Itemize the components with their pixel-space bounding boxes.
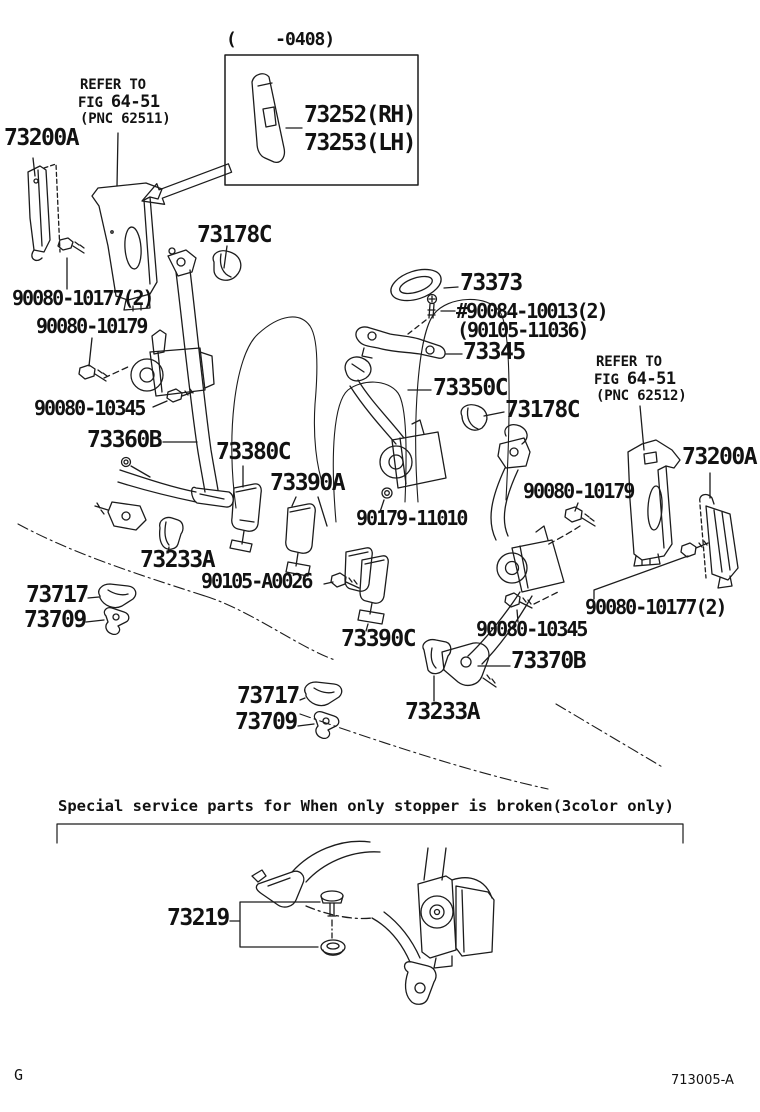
part-number-73200a-right: 73200A [682, 444, 757, 470]
inset-date-range: ( -0408) [226, 29, 335, 50]
part-number-73253-lh: 73253(LH) [304, 130, 416, 156]
fig-number: 64-51 [626, 369, 676, 389]
footer-page-letter: G [14, 1066, 24, 1084]
part-number-90080-10177-right: 90080-10177(2) [585, 595, 726, 619]
part-number-73380c: 73380C [216, 439, 291, 465]
part-number-90080-10177-left: 90080-10177(2) [12, 286, 153, 310]
front-clips-drawing [86, 517, 183, 634]
part-number-90105-11036: (90105-11036) [457, 318, 588, 342]
footer-figure-code: 713005-A [671, 1073, 734, 1088]
special-service-note: Special service parts for When only stopper is broken(3color only) [58, 797, 674, 815]
part-number-90084-10013: #90084-10013(2) [456, 299, 607, 323]
rear-clips-drawing [298, 682, 342, 738]
right-pillar-garnish-drawing [628, 406, 680, 566]
left-73200a-bracket-drawing [28, 158, 84, 289]
fig-word: FIG [594, 372, 627, 388]
part-number-73345: 73345 [463, 339, 525, 365]
right-bolts-drawing [505, 503, 595, 622]
fig-word: FIG [78, 95, 111, 111]
part-number-90080-10345-right: 90080-10345 [476, 617, 587, 641]
part-number-73219: 73219 [167, 905, 229, 931]
part-number-90105-a0026: 90105-A0026 [201, 569, 312, 593]
part-number-73390c: 73390C [341, 626, 416, 652]
part-number-73717-2: 73717 [237, 683, 299, 709]
part-number-73390a: 73390A [270, 470, 345, 496]
special-service-parts-drawing [230, 841, 494, 1004]
left-pillar-garnish-drawing [92, 133, 162, 311]
special-section-bracket [57, 824, 683, 843]
refer-note-right-pnc: (PNC 62512) [596, 388, 687, 404]
part-number-73709-2: 73709 [235, 709, 297, 735]
part-number-73717-1: 73717 [26, 582, 88, 608]
part-number-73360b: 73360B [87, 427, 162, 453]
part-number-73200a-left: 73200A [4, 125, 79, 151]
refer-note-left-pnc: (PNC 62511) [80, 111, 171, 127]
part-number-73233a-2: 73233A [405, 699, 480, 725]
fig-number: 64-51 [110, 92, 160, 112]
part-number-73709-1: 73709 [24, 607, 86, 633]
refer-note-left-fig [78, 94, 160, 111]
part-number-90179-11010: 90179-11010 [356, 506, 467, 530]
refer-note-right-fig [594, 371, 676, 388]
rear-anchor-hardware-drawing [356, 264, 462, 359]
part-number-73252-rh: 73252(RH) [304, 102, 416, 128]
part-number-73350c: 73350C [433, 375, 508, 401]
part-number-90080-10345-left: 90080-10345 [34, 396, 145, 420]
refer-note-left-line1: REFER TO [80, 77, 146, 93]
refer-note-right-line1: REFER TO [596, 354, 662, 370]
part-number-73370b: 73370B [511, 648, 586, 674]
part-number-73233a-1: 73233A [140, 547, 215, 573]
part-number-73178c-1: 73178C [197, 222, 272, 248]
part-number-90080-10179-right: 90080-10179 [523, 479, 634, 503]
part-number-90080-10179-left: 90080-10179 [36, 314, 147, 338]
part-number-73178c-2: 73178C [505, 397, 580, 423]
center-rear-belt-drawing [345, 357, 446, 512]
part-number-73373: 73373 [460, 270, 522, 296]
